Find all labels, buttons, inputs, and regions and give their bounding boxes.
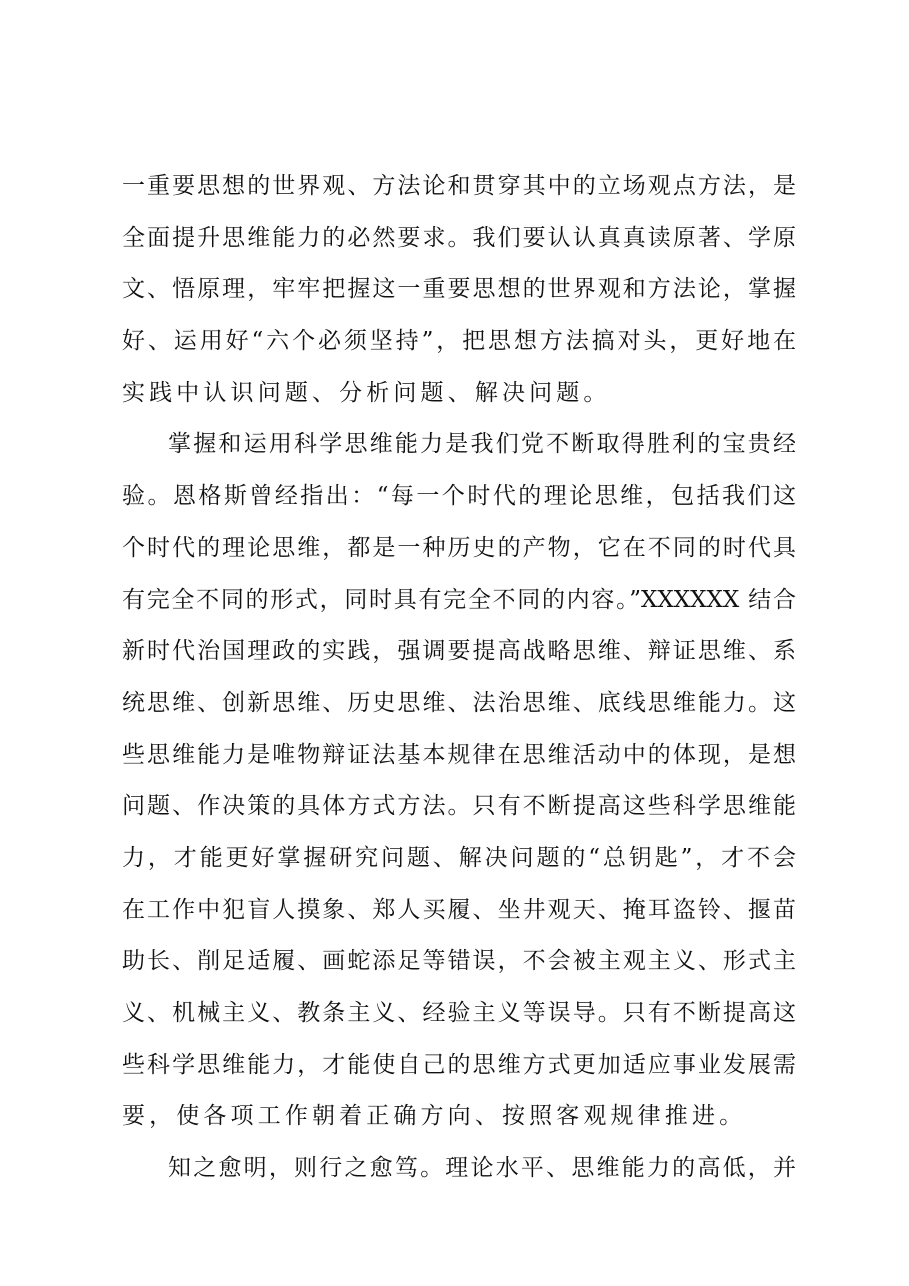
- text-line: 力，才能更好掌握研究问题、解决问题的“总钥匙”，才不会: [122, 844, 796, 871]
- text-line: 验。恩格斯曾经指出：“每一个时代的理论思维，包括我们这: [122, 483, 796, 510]
- text-line: 实践中认识问题、分析问题、解决问题。: [122, 379, 611, 406]
- document-body: [122, 161, 796, 1195]
- text-line: 助长、削足适履、画蛇添足等错误，不会被主观主义、形式主: [122, 948, 796, 975]
- text-line: 好、运用好“六个必须坚持”，把思想方法搞对头，更好地在: [122, 328, 796, 355]
- paragraph-2: [122, 419, 796, 1143]
- text-line: 统思维、创新思维、历史思维、法治思维、底线思维能力。这: [122, 689, 796, 716]
- text-line: 些科学思维能力，才能使自己的思维方式更加适应事业发展需: [122, 1051, 796, 1078]
- text-line: 义、机械主义、教条主义、经验主义等误导。只有不断提高这: [122, 1000, 796, 1026]
- text-line: 知之愈明，则行之愈笃。理论水平、思维能力的高低，并: [168, 1155, 796, 1182]
- text-line: 要，使各项工作朝着正确方向、按照客观规律推进。: [122, 1103, 747, 1130]
- text-line: 一重要思想的世界观、方法论和贯穿其中的立场观点方法，是: [122, 173, 796, 199]
- paragraph-3: [122, 1143, 796, 1195]
- text-line: 有完全不同的形式，同时具有完全不同的内容。”XXXXXX 结合: [122, 586, 796, 613]
- text-line: 文、悟原理，牢牢把握这一重要思想的世界观和方法论，掌握: [122, 276, 796, 303]
- text-line: 掌握和运用科学思维能力是我们党不断取得胜利的宝贵经: [168, 431, 796, 458]
- text-line: 在工作中犯盲人摸象、郑人买履、坐井观天、掩耳盗铃、揠苗: [122, 896, 796, 923]
- text-line: 些思维能力是唯物辩证法基本规律在思维活动中的体现，是想: [122, 741, 796, 768]
- text-line: 全面提升思维能力的必然要求。我们要认认真真读原著、学原: [122, 224, 796, 251]
- paragraph-1: [122, 161, 796, 419]
- text-line: 个时代的理论思维，都是一种历史的产物，它在不同的时代具: [122, 534, 796, 561]
- text-line: 新时代治国理政的实践，强调要提高战略思维、辩证思维、系: [122, 638, 796, 665]
- text-line: 问题、作决策的具体方式方法。只有不断提高这些科学思维能: [122, 793, 796, 820]
